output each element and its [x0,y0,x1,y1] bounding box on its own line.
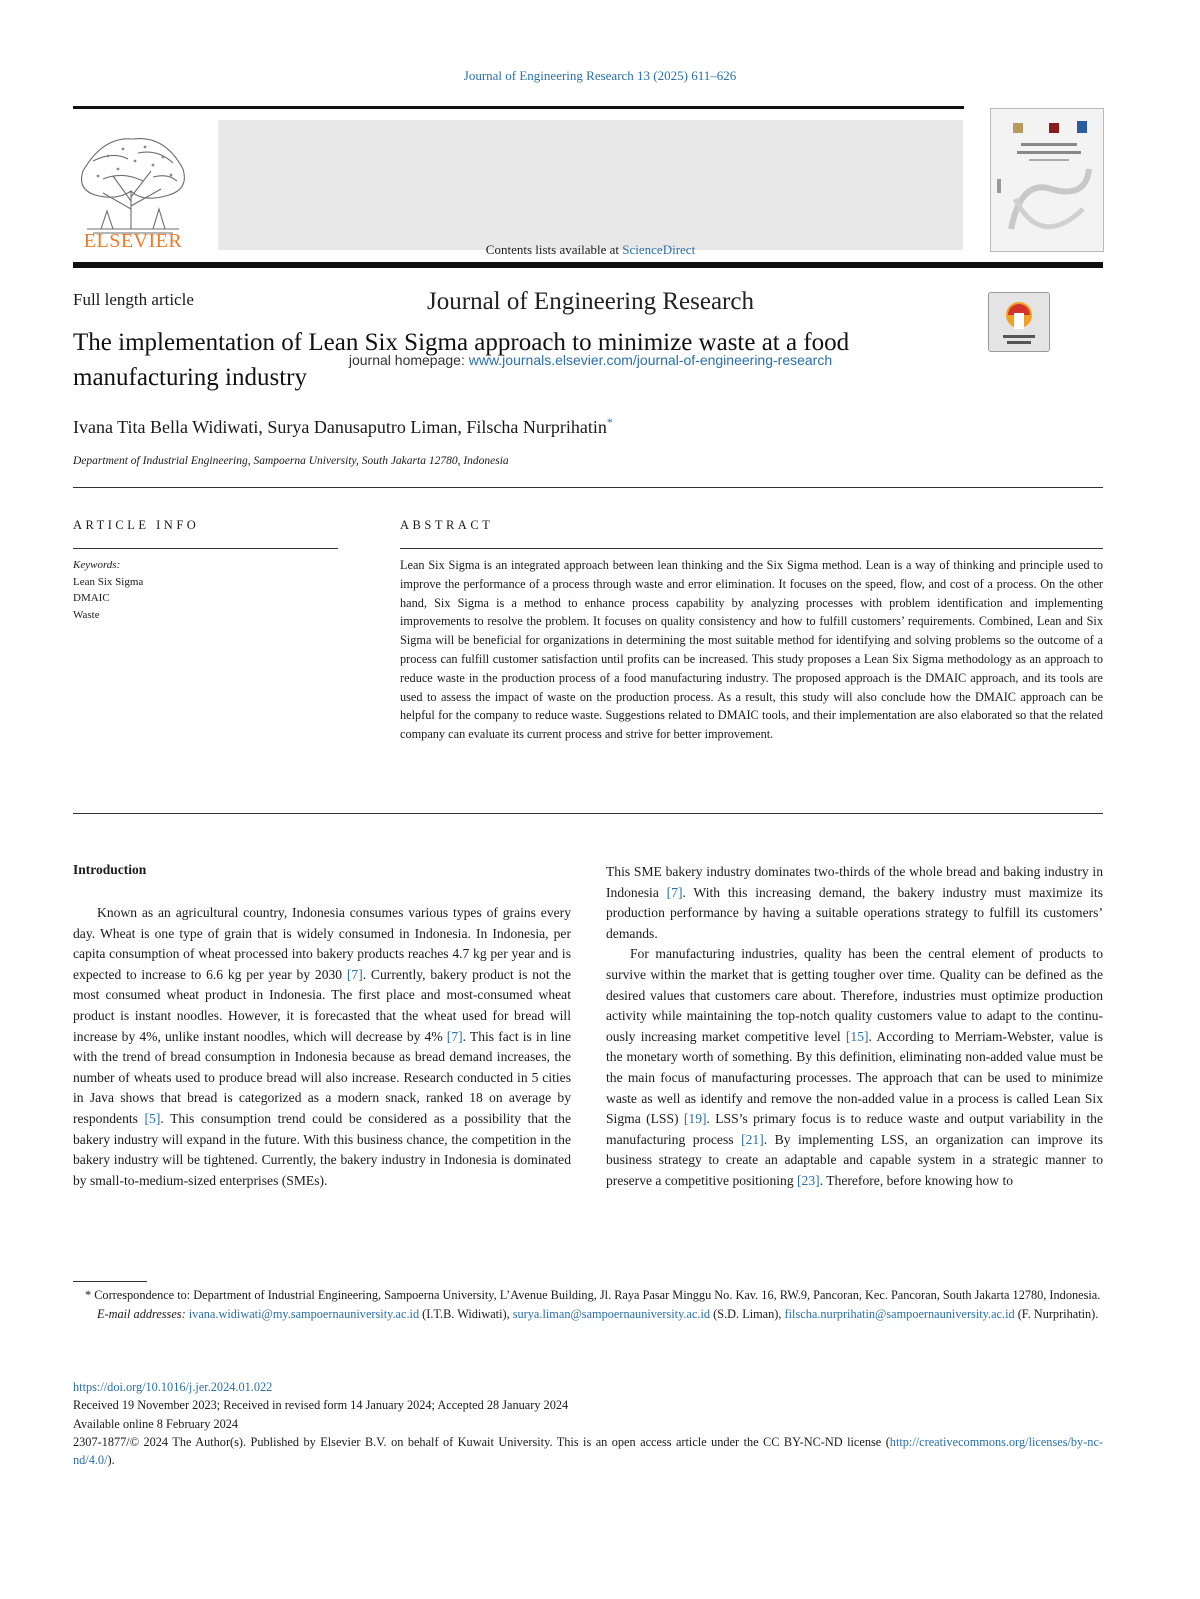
article-type: Full length article [73,290,194,309]
article-info-heading: ARTICLE INFO [73,518,200,532]
homepage-link[interactable]: www.journals.elsevier.com/journal-of-engineering-research [468,352,833,368]
header-thick-rule [73,262,1103,268]
email-owner: (S.D. Liman), [710,1306,785,1321]
rule [400,548,1103,549]
sciencedirect-link[interactable]: ScienceDirect [622,242,696,257]
text-run: . This consumption trend could be considered as a possibility that the bakery industry will expand in the future. With this business chance, the competition in the bakery industry will be tightened. Currently, the bakery industry in Indonesia is dominated by small-to-medium-sized enterprises (SMEs). [73,1110,572,1188]
text-run: For manufacturing industries, quality has been the central element of products to survive within the market that is getting tougher over time. Quality can be defined as the desired values that customers care about. Therefore, industries must optimize production activity while maintaining the top-notch quality customers value to adapt to the continuously increasing market competitive level [606,946,1103,1044]
correspondence-note [73,1286,1103,1305]
text-run: . By implementing LSS, an organization can improve its business strategy to create an adaptable and capable system in a strategic manner to preserve a competitive positioning [606,1131,1103,1188]
citation-link[interactable]: [19] [683,1111,707,1127]
email-owner: (F. Nurprihatin). [1014,1306,1099,1321]
citation-link[interactable]: [21] [741,1131,764,1147]
check-for-updates-icon[interactable] [988,292,1050,352]
corresponding-author-mark[interactable]: * [606,415,613,429]
footnote [73,1286,1103,1323]
citation-link[interactable]: [7] [346,966,363,982]
email-note [73,1305,1103,1324]
running-head[interactable]: Journal of Engineering Research 13 (2025) 611–626 [463,68,737,83]
elsevier-wordmark: ELSEVIER [83,230,183,252]
footnote-mark: * [85,1288,92,1302]
citation-link[interactable]: [23] [797,1172,820,1188]
license-text: 2307-1877/© 2024 The Author(s). Published by Elsevier B.V. on behalf of Kuwait University. This is an open access article under the CC BY-NC-ND license ( [73,1434,890,1449]
license-link[interactable]: http://creativecommons.org/licenses/by-nc-nd/4.0/ [73,1434,1103,1468]
paragraph [606,862,1103,944]
keyword-item: Lean Six Sigma [73,575,144,588]
keyword-item: DMAIC [73,592,110,604]
text-run: Known as an agricultural country, Indonesia consumes various types of grains every day. Wheat is one type of grain that is widely consumed in Indonesia. In Indonesia, per capita consumption of wheat processed into bakery products reaches 4.7 kg per year and is expected to increase to 6.6 kg per year by 2030 [73,905,571,982]
article-title: The implementation of Lean Six Sigma approach to minimize waste at a food manufacturing industry [73,329,850,391]
text-run: . Currently, bakery product is not the most consumed wheat product in Indonesia. The first place and most-consumed wheat product is instant noodles. However, it is forecasted that the wheat used for bread will increase by 4%, unlike instant noodles, which will decrease by 4% [73,966,571,1044]
rule [73,813,1103,814]
citation-link[interactable]: [7] [446,1028,463,1044]
body-column-left [73,903,571,1191]
rule [73,487,1103,488]
affiliation: Department of Industrial Engineering, Sampoerna University, South Jakarta 12780, Indonesia [73,455,509,467]
section-heading-introduction: Introduction [73,862,147,877]
email-link[interactable]: ivana.widiwati@my.sampoernauniversity.ac.id [188,1306,420,1321]
correspondence-text: Correspondence to: Department of Industrial Engineering, Sampoerna University, L’Avenue Building, Jl. Raya Pasar Minggu No. Kav. 16, RW.9, Pancoran, Kec. Pancoran, South Jakarta 12780, Indonesia. [94,1288,1101,1302]
rule [73,548,338,549]
text-run: . According to Merriam-Webster, value is the monetary worth of something. By this definition, eliminating non-added value must be the main focus of manufacturing processes. The approach that can be used to minimize waste as well as identify and remove the non-added value in a process is called Lean Six Sigma (LSS) [606,1028,1103,1127]
footnote-rule [73,1281,147,1282]
received-dates: Received 19 November 2023; Received in revised form 14 January 2024; Accepted 28 January 2024 [73,1398,569,1413]
publication-info [73,1378,1103,1469]
keywords-block [73,557,143,623]
text-run: . This fact is in line with the trend of bread consumption in Indonesia because as bread demand increases, the number of wheats used to produce bread will also increase. Research conducted in 5 cities in Java shows that bread is categorized as a modern snack, ranked 18 on average by respondents [73,1028,571,1126]
email-owner: (I.T.B. Widiwati), [419,1306,513,1321]
contents-prefix: Contents lists available at [485,242,623,257]
paragraph [606,944,1103,1191]
citation-link[interactable]: [15] [845,1028,869,1044]
top-rule [73,106,964,109]
text-run: . With this increasing demand, the bakery industry must maximize its production performance by having a suitable operations strategy to fulfill its customers’ demands. [606,884,1103,941]
email-label: E-mail addresses: [97,1306,186,1321]
text-run: . LSS’s primary focus is to reduce waste and output variability in the manufacturing process [606,1111,1103,1147]
available-online: Available online 8 February 2024 [73,1416,239,1431]
email-link[interactable]: surya.liman@sampoernauniversity.ac.id [512,1306,711,1321]
contents-line [218,242,963,258]
license-note [73,1433,1103,1470]
paragraph [73,903,571,1191]
abstract-heading: ABSTRACT [400,518,494,532]
citation-link[interactable]: [7] [666,884,683,900]
email-link[interactable]: filscha.nurprihatin@sampoernauniversity.ac.id [784,1306,1015,1321]
abstract-text: Lean Six Sigma is an integrated approach between lean thinking and the Six Sigma method. Lean is a way of thinking and principle used to improve the performance of a process through waste and error elimination. It focuses on the speed, flow, and cost of a process. On the other hand, Six Sigma is a method to enhance process capability by analyzing processes with problem identification and implementing improvements to resolve the problem. It focuses on quality consistency and how to fulfill customers’ requirements. Combined, Lean and Six Sigma will be beneficial for organizations in determining the most suitable method for identifying and solving problems so the outcome of a process can fulfill customer satisfaction until profits can be increased. This study proposes a Lean Six Sigma methodology as an approach to reduce waste in the production process of a food manufacturing industry. The proposed approach is the DMAIC approach, and its tools are used to assess the impact of waste on the production process. As a result, this study will also conclude how the DMAIC approach can be helpful for the company to reduce waste. Suggestions related to DMAIC tools, and their implementation are also elaborated so that the related company can evaluate its current process and strive for better improvement. [400,558,1103,742]
homepage-prefix: journal homepage: [348,352,469,368]
citation-link[interactable]: [5] [144,1110,161,1126]
license-text-end: ). [107,1453,115,1468]
doi-link[interactable]: https://doi.org/10.1016/j.jer.2024.01.022 [73,1380,273,1394]
journal-name: Journal of Engineering Research [427,288,754,315]
author-list [73,415,613,438]
body-column-right [606,862,1103,1192]
text-run: This SME bakery industry dominates two-thirds of the whole bread and baking industry in Indonesia [606,864,1103,900]
text-run: . Therefore, before knowing how to [819,1172,1014,1188]
journal-cover-thumbnail[interactable] [990,108,1104,252]
keywords-label: Keywords: [73,559,121,571]
keyword-item: Waste [73,608,100,621]
author-names: Ivana Tita Bella Widiwati, Surya Danusaputro Liman, Filscha Nurprihatin [73,417,607,437]
